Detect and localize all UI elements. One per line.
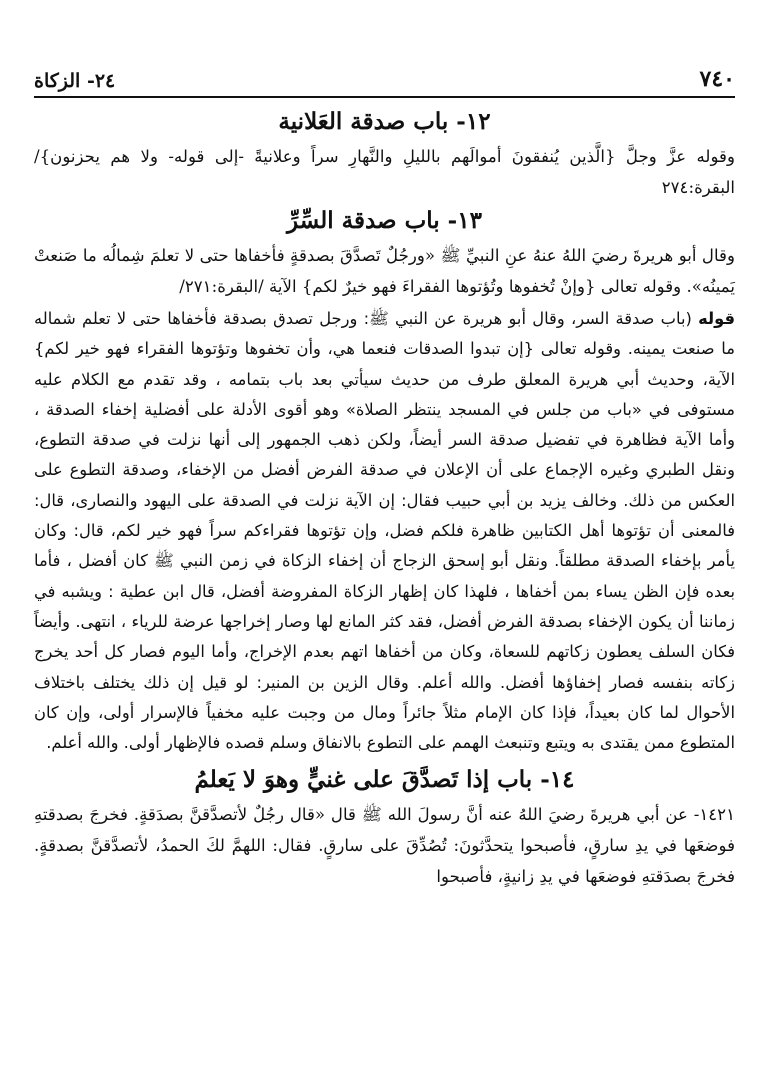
commentary-lead-word: قوله [698, 309, 735, 328]
chapter-title: ٢٤- الزكاة [34, 70, 116, 92]
page-body [34, 100, 735, 892]
section-12-title: ١٢- باب صدقة العَلانية [278, 108, 491, 135]
section-13-text: وقال أبو هريرةَ رضيَ اللهُ عنهُ عنِ النبيِّ ﷺ «ورجُلٌ تَصدَّقَ بصدقةٍ فأخفاها حتى لا تعلمَ شِمالُه ما صَنعتْ يَمينُه». وقوله تعالى {وإنْ تُخفوها وتُؤتوها الفقراءَ فهو خيرٌ لكم} الآية /البقرة:٢٧١/ [34, 246, 735, 296]
section-12-text: وقوله عزَّ وجلَّ {الَّذين يُنفقونَ أموالَهم بالليلِ والنَّهارِ سراً وعلانيةً -إلى قوله- ولا هم يحزنون}/البقرة:٢٧٤ [34, 147, 735, 197]
section-14-title: ١٤- باب إذا تَصدَّقَ على غنيٍّ وهوَ لا يَعلمُ [194, 766, 575, 794]
commentary-text: (باب صدقة السر، وقال أبو هريرة عن النبي ﷺ: ورجل تصدق بصدقة فأخفاها حتى لا تعلم شماله ما صنعت يمينه. وقوله تعالى {إن تبدوا الصدقات فنعما هي، وأن تخفوها وتؤتوها الفقراء فهو خير لكم} الآية، وحديث أبي هريرة المعلق طرف من حديث سيأتي بعد باب بتمامه ، وقد تقدم مع الكلام عليه مستوفى في «باب من جلس في المسجد ينتظر الصلاة» وهو أقوى الأدلة على أفضلية إخفاء الصدقة ، وأما الآية فظاهرة في تفضيل صدقة السر أيضاً، ولكن ذهب الجمهور إلى أنها نزلت في صدقة التطوع، ونقل الطبري وغيره الإجماع على أن الإعلان في صدقة الفرض أفضل من الإخفاء، وصدقة التطوع على العكس من ذلك. وخالف يزيد بن أبي حبيب فقال: إن الآية نزلت في الصدقة على اليهود والنصارى، قال: فالمعنى أن تؤتوها أهل الكتابين ظاهرة فلكم فضل، وإن تؤتوها فقراءكم سراً فهو خير لكم، قال: وكان يأمر بإخفاء الصدقة مطلقاً. ونقل أبو إسحق الزجاج أن إخفاء الزكاة في زمن النبي ﷺ كان أفضل ، فأما بعده فإن الظن يساء بمن أخفاها ، فلهذا كان إظهار الزكاة المفروضة أفضل، قال ابن عطية : ويشبه في زماننا أن يكون الإخفاء بصدقة الفرض أفضل، فقد كثر المانع لها وصار إخراجها عرضة للرياء ، انتهى. وأيضاً فكان السلف يعطون زكاتهم للسعاة، وكان من أخفاها اتهم بعدم الإخراج، وأما اليوم فصار كل أحد يخرج زكاته بنفسه فصار إخفاؤها أفضل. والله أعلم. وقال الزين بن المنير: لو قيل إن ذلك يختلف باختلاف الأحوال لما كان بعيداً، فإذا كان الإمام مثلاً جائراً ومال من وجبت عليه مخفياً فالإسرار أولى، وإن كان المتطوع ممن يقتدى به ويتبع وتنبعث الهمم على التطوع بالانفاق وسلم قصده فالإظهار أولى. والله أعلم. [34, 309, 735, 753]
section-13-title: ١٣- باب صدقة السِّرِّ [287, 207, 482, 234]
commentary-paragraph [34, 304, 735, 758]
page-header [34, 52, 735, 98]
hadith-1421-text: ١٤٢١- عن أبي هريرةَ رضيَ اللهُ عنه أنَّ رسولَ الله ﷺ قال «قال رجُلٌ لأتصدَّقنَّ بصدَقةٍ. فخرجَ بصدقتهِ فوضعَها في يدِ سارقٍ، فأصبحوا يتحدَّثونَ: تُصُدِّقَ على سارقٍ. فقال: اللهمَّ لكَ الحمدُ، لأتصدَّقنَّ بصدقةٍ. فخرجَ بصدَقتهِ فوضعَها في يدِ زانيةٍ، فأصبحوا [34, 805, 736, 887]
page-number: ٧٤٠ [699, 66, 735, 92]
